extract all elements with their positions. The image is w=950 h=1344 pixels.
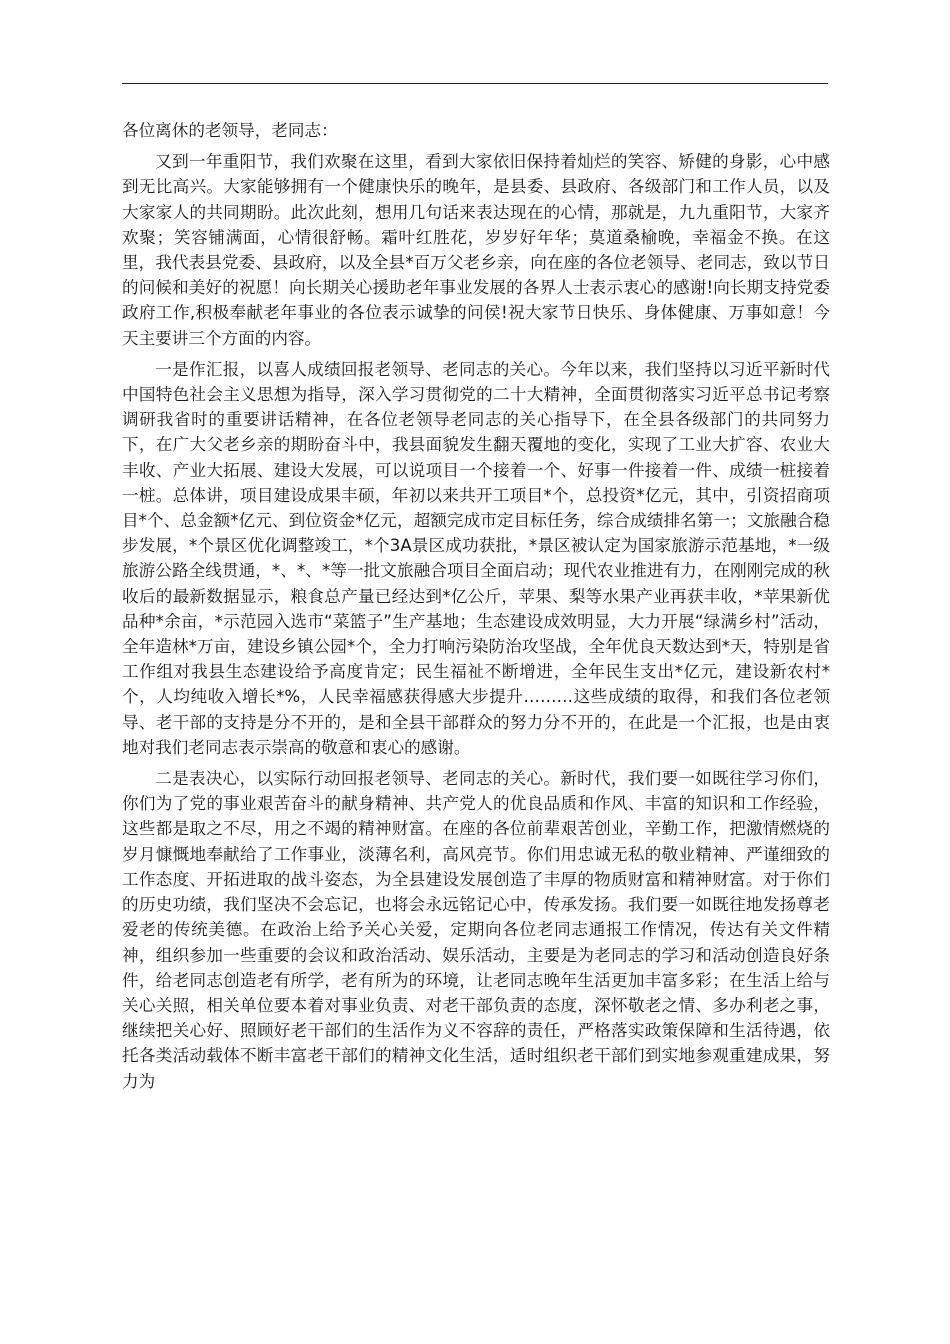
paragraph-greeting: 又到一年重阳节，我们欢聚在这里，看到大家依旧保持着灿烂的笑容、矫健的身影，心中感到无比高兴。大家能够拥有一个健康快乐的晚年，是县委、县政府、各级部门和工作人员，以及大家家人的共同期盼。此次此刻，想用几句话来表达现在的心情，那就是，九九重阳节，大家齐欢聚；笑容铺满面，心情很舒畅。霜叶红胜花，岁岁好年华；莫道桑榆晚，幸福金不换。在这里，我代表县党委、县政府，以及全县*百万父老乡亲，向在座的各位老领导、老同志，致以节日的问候和美好的祝愿！向长期关心援助老年事业发展的各界人士表示衷心的感谢!向长期支持党委政府工作,积极奉献老年事业的各位表示诚挚的问侯!祝大家节日快乐、身体健康、万事如意！今天主要讲三个方面的内容。 (122, 152, 830, 348)
paragraph-resolution: 二是表决心，以实际行动回报老领导、老同志的关心。新时代，我们要一如既往学习你们，你们为了党的事业艰苦奋斗的献身精神、共产党人的优良品质和作风、丰富的知识和工作经验，这些都是取之不尽，用之不竭的精神财富。在座的各位前辈艰苦创业，辛勤工作，把激情燃烧的岁月慷慨地奉献给了工作事业，淡薄名利，高风亮节。你们用忠诚无私的敬业精神、严谨细致的工作态度、开拓进取的战斗姿态，为全县建设发展创造了丰厚的物质财富和精神财富。对于你们的历史功绩，我们坚决不会忘记，也将会永远铭记心中，传承发扬。我们要一如既往地发扬尊老爱老的传统美德。在政治上给予关心关爱，定期向各位老同志通报工作情况，传达有关文件精神，组织参加一些重要的会议和政治活动、娱乐活动，主要是为老同志的学习和活动创造良好条件，给老同志创造老有所学，老有所为的环境，让老同志晚年生活更加丰富多彩；在生活上给与关心关照，相关单位要本着对事业负责、对老干部负责的态度，深怀敬老之情、多办利老之事，继续把关心好、照顾好老干部们的生活作为义不容辞的责任，严格落实政策保障和生活待遇，依托各类活动载体不断丰富老干部们的精神文化生活，适时组织老干部们到实地参观重建成果，努力为 (122, 769, 830, 1091)
document-body (122, 118, 830, 1100)
header-rule (122, 83, 828, 84)
paragraph-report: 一是作汇报，以喜人成绩回报老领导、老同志的关心。今年以来，我们坚持以习近平新时代中国特色社会主义思想为指导，深入学习贯彻党的二十大精神，全面贯彻落实习近平总书记考察调研我省时的重要讲话精神，在各位老领导老同志的关心指导下，在全县各级部门的共同努力下，在广大父老乡亲的期盼奋斗中，我县面貌发生翻天覆地的变化，实现了工业大扩容、农业大丰收、产业大拓展、建设大发展，可以说项目一个接着一个、好事一件接着一件、成绩一桩接着一桩。总体讲，项目建设成果丰硕，年初以来共开工项目*个，总投资*亿元，其中，引资招商项目*个、总金额*亿元、到位资金*亿元，超额完成市定目标任务，综合成绩排名第一；文旅融合稳步发展，*个景区优化调整竣工，*个3A景区成功获批，*景区被认定为国家旅游示范基地，*一级旅游公路全线贯通，*、*、*等一批文旅融合项目全面启动；现代农业推进有力，在刚刚完成的秋收后的最新数据显示，粮食总产量已经达到*亿公斤，苹果、梨等水果产业再获丰收，*苹果新优品种*余亩，*示范园入选市“菜篮子”生产基地；生态建设成效明显，大力开展“绿满乡村”活动，全年造林*万亩，建设乡镇公园*个，全力打响污染防治攻坚战，全年优良天数达到*天，特别是省工作组对我县生态建设给予高度肯定；民生福祉不断增进，全年民生支出*亿元，建设新农村*个，人均纯收入增长*%，人民幸福感获得感大步提升………这些成绩的取得，和我们各位老领导、老干部的支持是分不开的，是和全县干部群众的努力分不开的，在此是一个汇报，也是由衷地对我们老同志表示崇高的敬意和衷心的感谢。 (122, 359, 830, 757)
salutation: 各位离休的老领导，老同志： (122, 121, 338, 140)
